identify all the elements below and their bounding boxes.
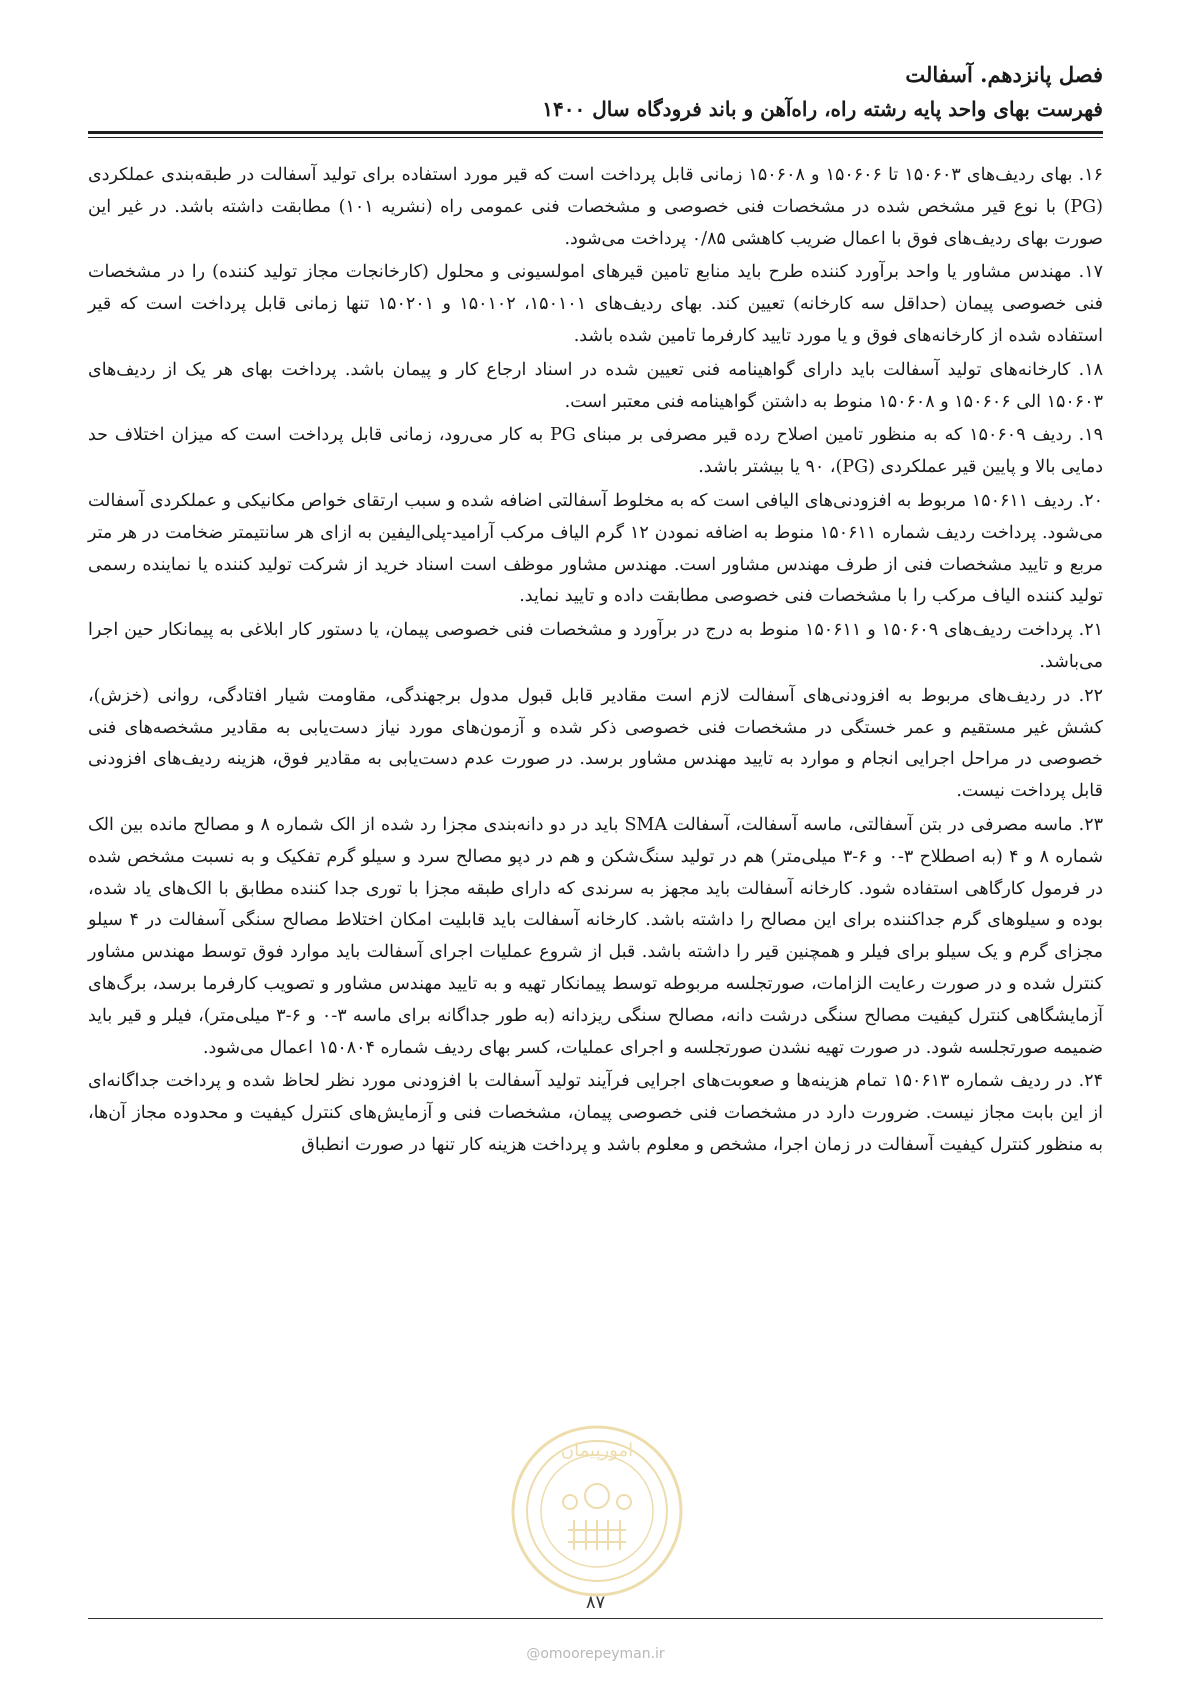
paragraph-19: ۱۹. ردیف ۱۵۰۶۰۹ که به منظور تامین اصلاح رده قیر مصرفی بر مبنای PG به کار می‌رود، زمانی قابل پرداخت است که میزان اختلاف حد دمایی بالا و پایین قیر عملکردی (PG)، ۹۰ یا بیشتر باشد. (88, 425, 1104, 478)
chapter-title: فصل پانزدهم. آسفالت (905, 62, 1103, 87)
watermark-seal-icon (508, 1422, 686, 1600)
document-subtitle: فهرست بهای واحد پایه رشته راه، راه‌آهن و باند فرودگاه سال ۱۴۰۰ (542, 97, 1103, 121)
page-header (88, 58, 1103, 126)
paragraph-20: ۲۰. ردیف ۱۵۰۶۱۱ مربوط به افزودنی‌های الیافی است که به مخلوط آسفالتی اضافه شده و سبب ارتقای خواص مکانیکی و عملکردی آسفالت می‌شود. پرداخت ردیف شماره ۱۵۰۶۱۱ منوط به اضافه نمودن ۱۲ گرم الیاف مرکب آرامید-پلی‌الیفین به ازای هر سانتیمتر ضخامت در هر متر مربع و تایید مشخصات فنی از طرف مهندس مشاور است. مهندس مشاور موظف است اسناد خرید از شرکت تولید کننده یا نماینده رسمی تولید کننده الیاف مرکب را با مشخصات فنی خصوصی مطابقت داده و تایید نماید. (88, 490, 1104, 607)
paragraph-24: ۲۴. در ردیف شماره ۱۵۰۶۱۳ تمام هزینه‌ها و صعوبت‌های اجرایی فرآیند تولید آسفالت با افزودنی مورد نظر لحاظ شده و پرداخت جداگانه‌ای از این بابت مجاز نیست. ضرورت دارد در مشخصات فنی خصوصی پیمان، مشخصات فنی و آزمایش‌های کنترل کیفیت و محدوده مجاز آن‌ها، به منظور کنترل کیفیت آسفالت در زمان اجرا، مشخص و معلوم باشد و پرداخت هزینه کار تنها در صورت انطباق (88, 1071, 1103, 1155)
website-watermark: @omoorepeyman.ir (526, 1646, 665, 1662)
paragraph-18: ۱۸. کارخانه‌های تولید آسفالت باید دارای گواهینامه فنی تعیین شده در اسناد ارجاع کار و پیمان باشد. پرداخت بهای هر یک از ردیف‌های ۱۵۰۶۰۳ الی ۱۵۰۶۰۶ و ۱۵۰۶۰۸ منوط به داشتن گواهینامه فنی معتبر است. (88, 359, 1103, 412)
header-rule-thin (88, 137, 1103, 138)
page-number: ۸۷ (585, 1592, 606, 1613)
paragraph-23: ۲۳. ماسه مصرفی در بتن آسفالتی، ماسه آسفالت، آسفالت SMA باید در دو دانه‌بندی مجزا رد شده از الک شماره ۸ و مصالح مانده بین الک شماره ۸ و ۴ (به اصطلاح ۳-۰ و ۶-۳ میلی‌متر) هم در تولید سنگ‌شکن و هم در دپو مصالح سرد و سیلو گرم تفکیک و به نسبت مشخص شده در فرمول کارگاهی استفاده شود. کارخانه آسفالت باید مجهز به سرندی که دارای طبقه مجزا با توری جدا کننده مطابق با الک‌های یاد شده، بوده و سیلوهای گرم جداکننده برای این مصالح را داشته باشد. کارخانه آسفالت باید قابلیت امکان اختلاط مصالح سنگی آسفالت در ۴ سیلو مجزای گرم و یک سیلو برای فیلر و همچنین قیر را داشته باشد. قبل از شروع عملیات اجرای آسفالت باید موارد فوق توسط مهندس مشاور کنترل شده و در صورت رعایت الزامات، صورتجلسه مربوطه توسط پیمانکار تهیه و به تایید مهندس مشاور و تصویب کارفرما برسد، برگ‌های آزمایشگاهی کنترل کیفیت مصالح سنگی درشت دانه، مصالح سنگی ریزدانه (به طور جداگانه برای ماسه ۳-۰ و ۶-۳ میلی‌متر)، فیلر و قیر باید ضمیمه صورتجلسه شود. در صورت تهیه نشدن صورتجلسه و اجرای عملیات، کسر بهای ردیف شماره ۱۵۰۸۰۴ اعمال می‌شود. (88, 814, 1104, 1058)
paragraph-21: ۲۱. پرداخت ردیف‌های ۱۵۰۶۰۹ و ۱۵۰۶۱۱ منوط به درج در برآورد و مشخصات فنی خصوصی پیمان، یا دستور کار ابلاغی به پیمانکار حین اجرا می‌باشد. (88, 620, 1104, 672)
footer-rule (88, 1618, 1103, 1619)
watermark-text: امورپیمان (560, 1440, 634, 1461)
paragraph-17: ۱۷. مهندس مشاور یا واحد برآورد کننده طرح باید منابع تامین قیرهای امولسیونی و محلول (کارخانجات مجاز تولید کننده) را در مشخصات فنی خصوصی پیمان (حداقل سه کارخانه) تعیین کند. بهای ردیف‌های ۱۵۰۱۰۱، ۱۵۰۱۰۲ و ۱۵۰۲۰۱ تنها زمانی قابل پرداخت است که قیر استفاده شده از کارخانه‌های فوق و یا مورد تایید کارفرما تامین شده باشد. (88, 262, 1103, 346)
body-text (88, 160, 1103, 1164)
paragraph-22: ۲۲. در ردیف‌های مربوط به افزودنی‌های آسفالت لازم است مقادیر قابل قبول مدول برجهندگی، مقاومت شیار افتادگی، روانی (خزش)، کشش غیر مستقیم و عمر خستگی در مشخصات فنی خصوصی ذکر شده و آزمون‌های مورد نیاز دست‌یابی به مقادیر مشخصه‌های فنی خصوصی در مراحل اجرایی انجام و موارد به تایید مهندس مشاور برسد. در صورت عدم دست‌یابی به مقادیر فوق، هزینه ردیف‌های افزودنی قابل پرداخت نیست. (88, 685, 1103, 802)
header-rule-thick (88, 131, 1103, 134)
paragraph-16: ۱۶. بهای ردیف‌های ۱۵۰۶۰۳ تا ۱۵۰۶۰۶ و ۱۵۰۶۰۸ زمانی قابل پرداخت است که قیر مورد استفاده برای تولید آسفالت در طبقه‌بندی عملکردی (PG) با نوع قیر مشخص شده در مشخصات فنی خصوصی و مشخصات فنی عمومی راه (نشریه ۱۰۱) مطابقت داشته باشد. در غیر این صورت بهای ردیف‌های فوق با اعمال ضریب کاهشی ۰/۸۵ پرداخت می‌شود. (88, 165, 1103, 249)
